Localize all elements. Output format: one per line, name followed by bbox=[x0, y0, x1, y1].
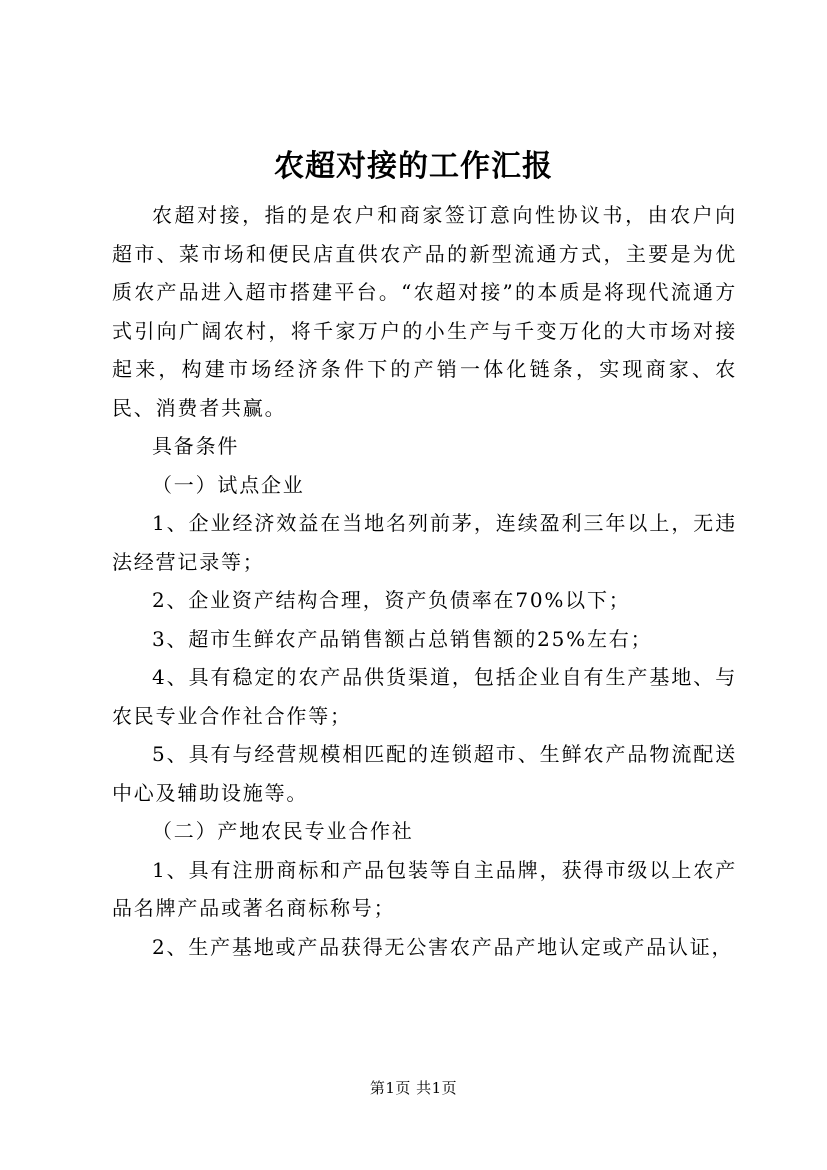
list-item: 5、具有与经营规模相匹配的连锁超市、生鲜农产品物流配送中心及辅助设施等。 bbox=[112, 742, 737, 805]
paragraph-definition: 农超对接，指的是农户和商家签订意向性协议书，由农户向超市、菜市场和便民店直供农产品的新型流通方式，主要是为优质农产品进入超市搭建平台。“农超对接”的本质是将现代流通方式引向广阔农村，将千家万户的小生产与千变万化的大市场对接起来，构建市场经济条件下的产销一体化链条，实现商家、农民、消费者共赢。 bbox=[112, 203, 737, 420]
subsection-heading-cooperative: （二）产地农民专业合作社 bbox=[152, 819, 414, 843]
subsection-heading-pilot-enterprise: （一）试点企业 bbox=[152, 472, 305, 497]
list-item: 1、企业经济效益在当地名列前茅，连续盈利三年以上，无违法经营记录等； bbox=[112, 511, 737, 574]
list-item: 4、具有稳定的农产品供货渠道，包括企业自有生产基地、与农民专业合作社合作等； bbox=[112, 665, 737, 728]
page-footer: 第1页 共1页 bbox=[369, 1079, 458, 1097]
document-body bbox=[112, 196, 737, 966]
list-item: 3、超市生鲜农产品销售额占总销售额的25%左右； bbox=[152, 626, 653, 651]
section-heading-conditions: 具备条件 bbox=[152, 434, 240, 458]
list-item: 1、具有注册商标和产品包装等自主品牌，获得市级以上农产品名牌产品或著名商标称号； bbox=[112, 857, 737, 920]
document-title: 农超对接的工作汇报 bbox=[274, 149, 553, 184]
list-item: 2、企业资产结构合理，资产负债率在70%以下； bbox=[152, 588, 631, 612]
list-item: 2、生产基地或产品获得无公害农产品产地认定或产品认证， bbox=[152, 934, 734, 959]
